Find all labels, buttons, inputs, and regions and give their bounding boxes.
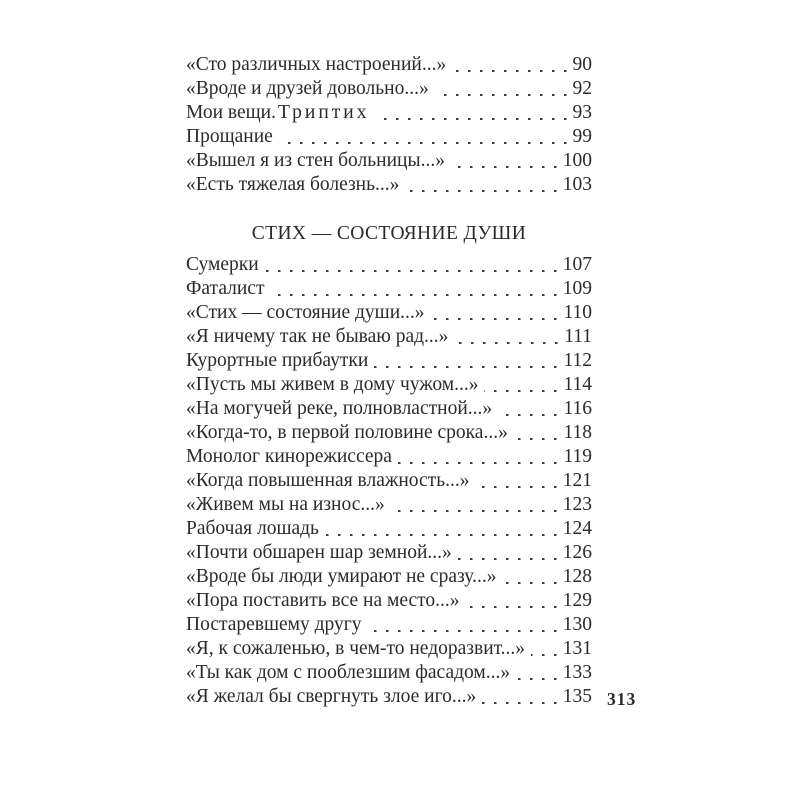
toc-row	[186, 469, 592, 493]
toc-row	[186, 445, 592, 469]
toc-item-title: «Я ничему так не бываю рад...»	[186, 326, 449, 347]
toc-item-title: Сумерки	[186, 254, 259, 275]
dot-leader	[482, 702, 561, 704]
dot-leader	[454, 342, 562, 344]
toc-section-stih-sostoyanie-dushi	[186, 253, 592, 709]
toc-item-page: 92	[572, 78, 592, 99]
toc-item-page: 133	[562, 662, 592, 683]
toc-item-page: 129	[562, 590, 592, 611]
dot-leader	[458, 558, 561, 560]
toc-item-title: «Почти обшарен шар земной...»	[186, 542, 452, 563]
dot-leader	[391, 510, 561, 512]
dot-leader	[514, 438, 562, 440]
toc-item-page: 130	[562, 614, 592, 635]
toc-item-title-spaced: Триптих	[278, 102, 370, 123]
toc-item-page: 103	[562, 174, 592, 195]
toc-item-page: 123	[562, 494, 592, 515]
toc-item-title: «Вышел я из стен больницы...»	[186, 150, 445, 171]
toc-item-page: 116	[563, 398, 592, 419]
toc-item-page: 126	[562, 542, 592, 563]
toc-section-continuation	[186, 53, 592, 197]
toc-row	[186, 125, 592, 149]
toc-row	[186, 637, 592, 661]
toc-item-page: 135	[562, 686, 592, 707]
toc-item-title: «Ты как дом с пооблезшим фасадом...»	[186, 662, 511, 683]
toc-item-title: «Есть тяжелая болезнь...»	[186, 174, 400, 195]
toc-item-title: «Когда-то, в первой половине срока...»	[186, 422, 508, 443]
toc-item-page: 114	[563, 374, 592, 395]
toc-item-title: Курортные прибаутки	[186, 350, 369, 371]
toc-item-title: «Стих — состояние души...»	[186, 302, 425, 323]
toc-item-title: «Живем мы на износ...»	[186, 494, 385, 515]
toc-row	[186, 661, 592, 685]
page-number-folio: 313	[607, 689, 637, 709]
toc-row	[186, 253, 592, 277]
toc-row	[186, 173, 592, 197]
toc-item-page: 118	[563, 422, 592, 443]
dot-leader	[516, 678, 561, 680]
toc-item-title: Мои вещи.	[186, 102, 276, 123]
toc-item-title: «Пора поставить все на место...»	[186, 590, 460, 611]
toc-row	[186, 301, 592, 325]
toc-item-page: 131	[562, 638, 592, 659]
dot-leader	[368, 630, 561, 632]
toc-row	[186, 493, 592, 517]
toc-item-page: 110	[563, 302, 592, 323]
dot-leader	[279, 142, 571, 144]
toc-row	[186, 277, 592, 301]
toc-item-title: Монолог кинорежиссера	[186, 446, 392, 467]
toc-item-title: «Пусть мы живем в дому чужом...»	[186, 374, 479, 395]
toc-row	[186, 517, 592, 541]
dot-leader	[498, 414, 561, 416]
dot-leader	[325, 534, 561, 536]
dot-leader	[452, 70, 570, 72]
toc-item-title: «Когда повышенная влажность...»	[186, 470, 470, 491]
toc-item-page: 90	[572, 54, 592, 75]
toc-item-title: «Я, к сожаленью, в чем-то недоразвит...»	[186, 638, 526, 659]
toc-item-title: Постаревшему другу	[186, 614, 362, 635]
dot-leader	[431, 318, 562, 320]
dot-leader	[531, 654, 561, 656]
toc-row	[186, 565, 592, 589]
toc-item-page: 99	[572, 126, 592, 147]
toc-row	[186, 325, 592, 349]
dot-leader	[376, 118, 571, 120]
toc-row	[186, 613, 592, 637]
toc-item-title: «Вроде и друзей довольно...»	[186, 78, 429, 99]
dot-leader	[502, 582, 560, 584]
toc-item-title: Фаталист	[186, 278, 265, 299]
toc-row	[186, 541, 592, 565]
toc-row	[186, 77, 592, 101]
dot-leader	[374, 366, 561, 368]
toc-item-page: 107	[562, 254, 592, 275]
toc-item-title: «На могучей реке, полновластной...»	[186, 398, 493, 419]
dot-leader	[475, 486, 560, 488]
toc-item-page: 109	[562, 278, 592, 299]
toc-item-page: 128	[562, 566, 592, 587]
dot-leader	[265, 270, 561, 272]
dot-leader	[271, 294, 561, 296]
toc-item-title: «Я желал бы свергнуть злое иго...»	[186, 686, 477, 707]
toc-row	[186, 149, 592, 173]
toc-item-page: 121	[562, 470, 592, 491]
toc-row	[186, 421, 592, 445]
table-of-contents	[186, 53, 592, 709]
dot-leader	[484, 390, 561, 392]
dot-leader	[398, 462, 562, 464]
toc-row	[186, 53, 592, 77]
dot-leader	[405, 190, 560, 192]
dot-leader	[451, 166, 561, 168]
toc-item-title: Прощание	[186, 126, 273, 147]
toc-item-page: 111	[564, 326, 592, 347]
toc-section-heading: СТИХ — СОСТОЯНИЕ ДУШИ	[251, 223, 527, 244]
toc-item-page: 112	[563, 350, 592, 371]
toc-item-title: «Сто различных настроений...»	[186, 54, 447, 75]
toc-row	[186, 589, 592, 613]
toc-item-page: 93	[572, 102, 592, 123]
dot-leader	[466, 606, 561, 608]
toc-row	[186, 373, 592, 397]
toc-row	[186, 349, 592, 373]
toc-item-page: 119	[563, 446, 592, 467]
toc-item-title: «Вроде бы люди умирают не сразу...»	[186, 566, 497, 587]
toc-row	[186, 397, 592, 421]
toc-row	[186, 101, 592, 125]
toc-item-page: 100	[562, 150, 592, 171]
dot-leader	[435, 94, 571, 96]
toc-item-title: Рабочая лошадь	[186, 518, 319, 539]
toc-row	[186, 685, 592, 709]
toc-item-page: 124	[562, 518, 592, 539]
